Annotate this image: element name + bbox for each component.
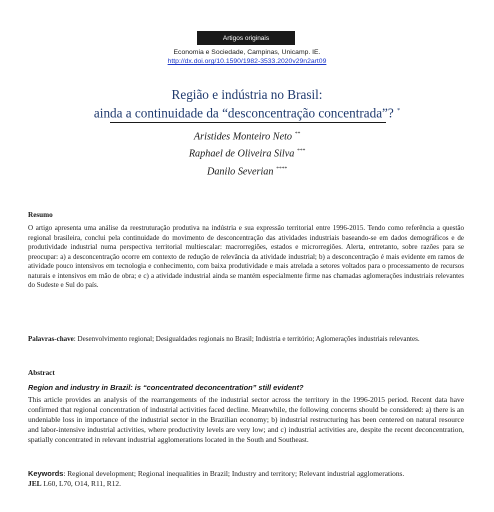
abstract-keywords <box>28 469 464 489</box>
title-line-2-text: ainda a continuidade da “desconcentração concentrada”? <box>93 105 394 121</box>
author-footnote-marker[interactable]: ** <box>294 131 301 137</box>
author-1 <box>0 127 494 144</box>
journal-citation: Economia e Sociedade, Campinas, Unicamp. IE. <box>173 49 321 56</box>
resumo-text: O artigo apresenta uma análise da reestruturação produtiva na indústria e sua expressão territorial entre 1996-2015. Tendo como referência a questão regional brasileira, conclui pela continuidade do movimento de desconcentração das atividades industriais baseando-se em dados demográficos e de produtividade industrial numa perspectiva territorial multiescalar: macrorregiões, estados e microrregiões. Alerta, entretanto, sobre razões para se preocupar: a) a desconcentração ocorre em contexto de redução de relevância da atividade industrial; b) a desconcentração é mais evidente em ramos de atividade pouco intensivos em tecnologia e conhecimento, com baixa produtividade e mais atrelada a setores voltados para o processamento de recursos naturais e intensivos em mão de obra; e c) a atividade industrial ainda se mantém especialmente firme nas chamadas aglomerações industriais relevantes do Sudeste e Sul do país. <box>28 224 464 289</box>
author-list <box>0 127 494 179</box>
article-title <box>0 87 494 121</box>
keywords-text: : Desenvolvimento regional; Desigualdades regionais no Brasil; Indústria e território; Aglomerações industriais relevantes. <box>73 335 420 343</box>
article-type-badge: Artigos originais <box>197 31 295 45</box>
author-name: Raphael de Oliveira Silva <box>188 148 295 160</box>
title-line-1: Região e indústria no Brasil: <box>171 87 323 102</box>
abstract-subtitle: Region and industry in Brazil: is “concentrated deconcentration” still evident? <box>28 383 304 392</box>
jel-label: JEL <box>28 479 42 488</box>
keywords-label: Palavras-chave <box>28 335 74 343</box>
author-footnote-marker[interactable]: *** <box>296 148 306 155</box>
title-divider <box>110 122 386 123</box>
author-footnote-marker[interactable]: **** <box>276 165 288 172</box>
abstract-heading: Abstract <box>28 369 55 377</box>
title-footnote-marker[interactable]: * <box>397 108 401 114</box>
author-3 <box>0 162 494 179</box>
abstract-text: This article provides an analysis of the rearrangements of the industrial sector across the territory in the 1996-2015 period. Recent data have confirmed that regional concentration of industrial activities faced decline. Meanwhile, the following concerns should be considered: a) there is an undeniable loss in importance of the industrial sector in the Brazilian economy; b) industrial restructuring has been centered on natural resource and labor-intensive industrial activities, where productivity levels are very low; and c) industrial activities are, despite the recent deconcentration, spatially concentrated in relevant industrial agglomerations located in the South and Southeast. <box>28 395 464 444</box>
author-name: Danilo Severian <box>206 166 274 178</box>
author-2 <box>0 144 494 161</box>
keywords-text: : Regional development; Regional inequalities in Brazil; Industry and territory; Relevant industrial agglomerations. <box>63 469 405 478</box>
title-line-2 <box>0 103 494 121</box>
author-name: Aristides Monteiro Neto <box>193 131 293 143</box>
resumo-heading: Resumo <box>28 211 53 219</box>
resumo-keywords <box>28 335 464 345</box>
keywords-label: Keywords <box>28 469 64 478</box>
jel-codes: L60, L70, O14, R11, R12. <box>41 479 121 488</box>
doi-link[interactable]: http://dx.doi.org/10.1590/1982-3533.2020v29n2art09 <box>167 58 327 65</box>
